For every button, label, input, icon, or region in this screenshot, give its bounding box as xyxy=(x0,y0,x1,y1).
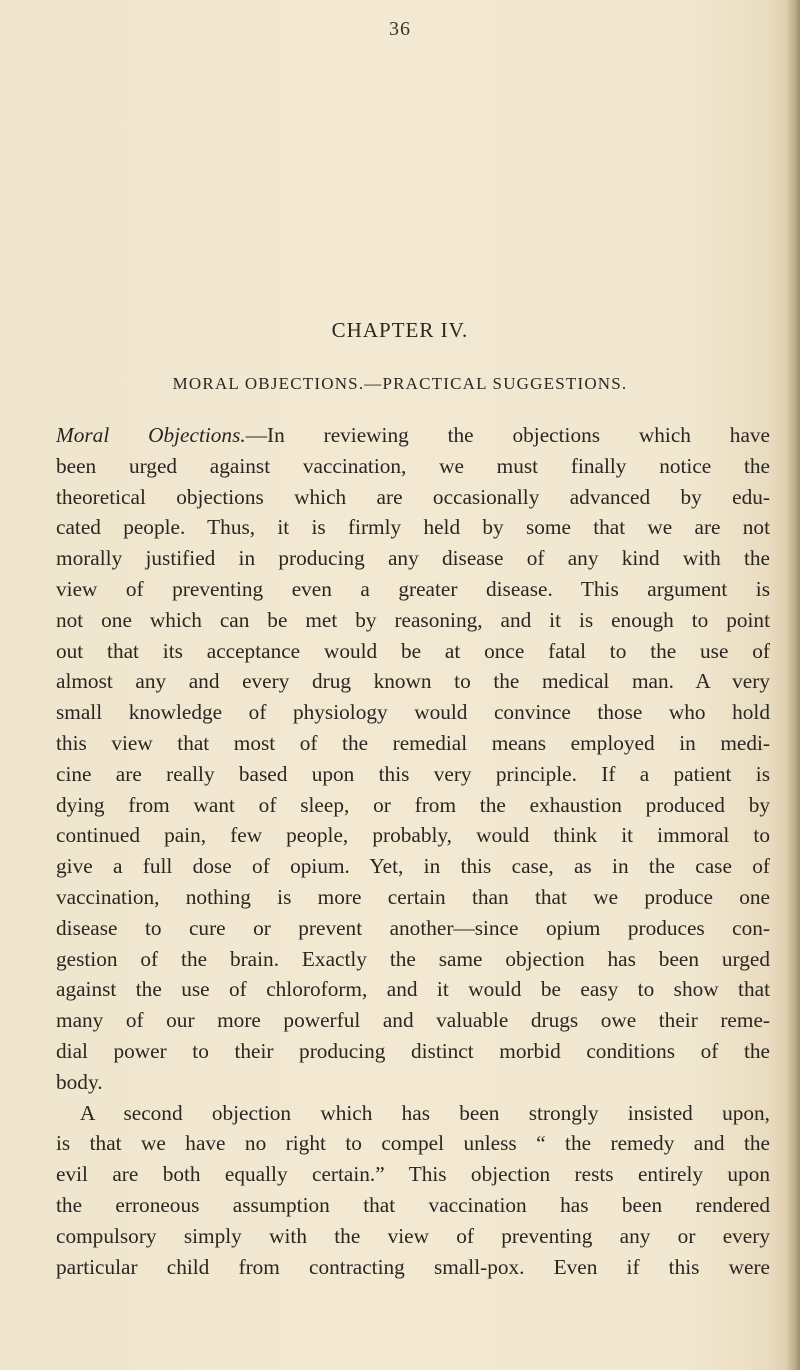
text-line xyxy=(56,420,770,451)
text-line: body. xyxy=(56,1069,103,1094)
text-line: cated people. Thus, it is firmly held by some that we are not xyxy=(56,515,770,540)
text-line: against the use of chloroform, and it would be easy to show that xyxy=(56,977,770,1002)
text-line: particular child from contracting small-pox. Even if this were xyxy=(56,1254,770,1279)
text-line: is that we have no right to compel unless “ the remedy and the xyxy=(56,1131,770,1156)
text-line: continued pain, few people, probably, would think it immoral to xyxy=(56,823,770,848)
text-line: dial power to their producing distinct morbid conditions of the xyxy=(56,1038,770,1063)
text-line: the erroneous assumption that vaccination has been rendered xyxy=(56,1192,770,1217)
section-heading: MORAL OBJECTIONS.—PRACTICAL SUGGESTIONS. xyxy=(172,374,628,393)
text-line: out that its acceptance would be at once fatal to the use of xyxy=(56,638,770,663)
text-line: give a full dose of opium. Yet, in this case, as in the case of xyxy=(56,854,770,879)
page-number: 36 xyxy=(389,18,411,40)
text-line: compulsory simply with the view of preventing any or every xyxy=(56,1223,770,1248)
text-line: small knowledge of physiology would convince those who hold xyxy=(56,700,770,725)
page-edge-shadow xyxy=(786,0,800,1370)
chapter-heading: CHAPTER IV. xyxy=(331,318,469,342)
text-line: been urged against vaccination, we must finally notice the xyxy=(56,453,770,478)
text-line: many of our more powerful and valuable drugs owe their reme- xyxy=(56,1008,770,1033)
text-line: view of preventing even a greater disease. This argument is xyxy=(56,576,770,601)
text-line: theoretical objections which are occasionally advanced by edu- xyxy=(56,484,770,509)
text-line: dying from want of sleep, or from the exhaustion produced by xyxy=(56,792,770,817)
text-line: almost any and every drug known to the medical man. A very xyxy=(56,669,770,694)
text-line: morally justified in producing any disease of any kind with the xyxy=(56,546,770,571)
text-line: this view that most of the remedial means employed in medi- xyxy=(56,730,770,755)
text-line: cine are really based upon this very principle. If a patient is xyxy=(56,761,770,786)
text-line: evil are both equally certain.” This objection rests entirely upon xyxy=(56,1162,770,1187)
text-line: A second objection which has been strongly insisted upon, xyxy=(80,1100,770,1125)
text-line: not one which can be met by reasoning, and it is enough to point xyxy=(56,607,770,632)
text-line: gestion of the brain. Exactly the same objection has been urged xyxy=(56,946,770,971)
body-text xyxy=(56,420,770,1282)
italic-lead-in: Moral Objections. xyxy=(56,423,246,447)
line-rest: —In reviewing the objections which have xyxy=(245,423,770,447)
text-line: disease to cure or prevent another—since opium produces con- xyxy=(56,915,770,940)
text-line: vaccination, nothing is more certain than that we produce one xyxy=(56,884,770,909)
